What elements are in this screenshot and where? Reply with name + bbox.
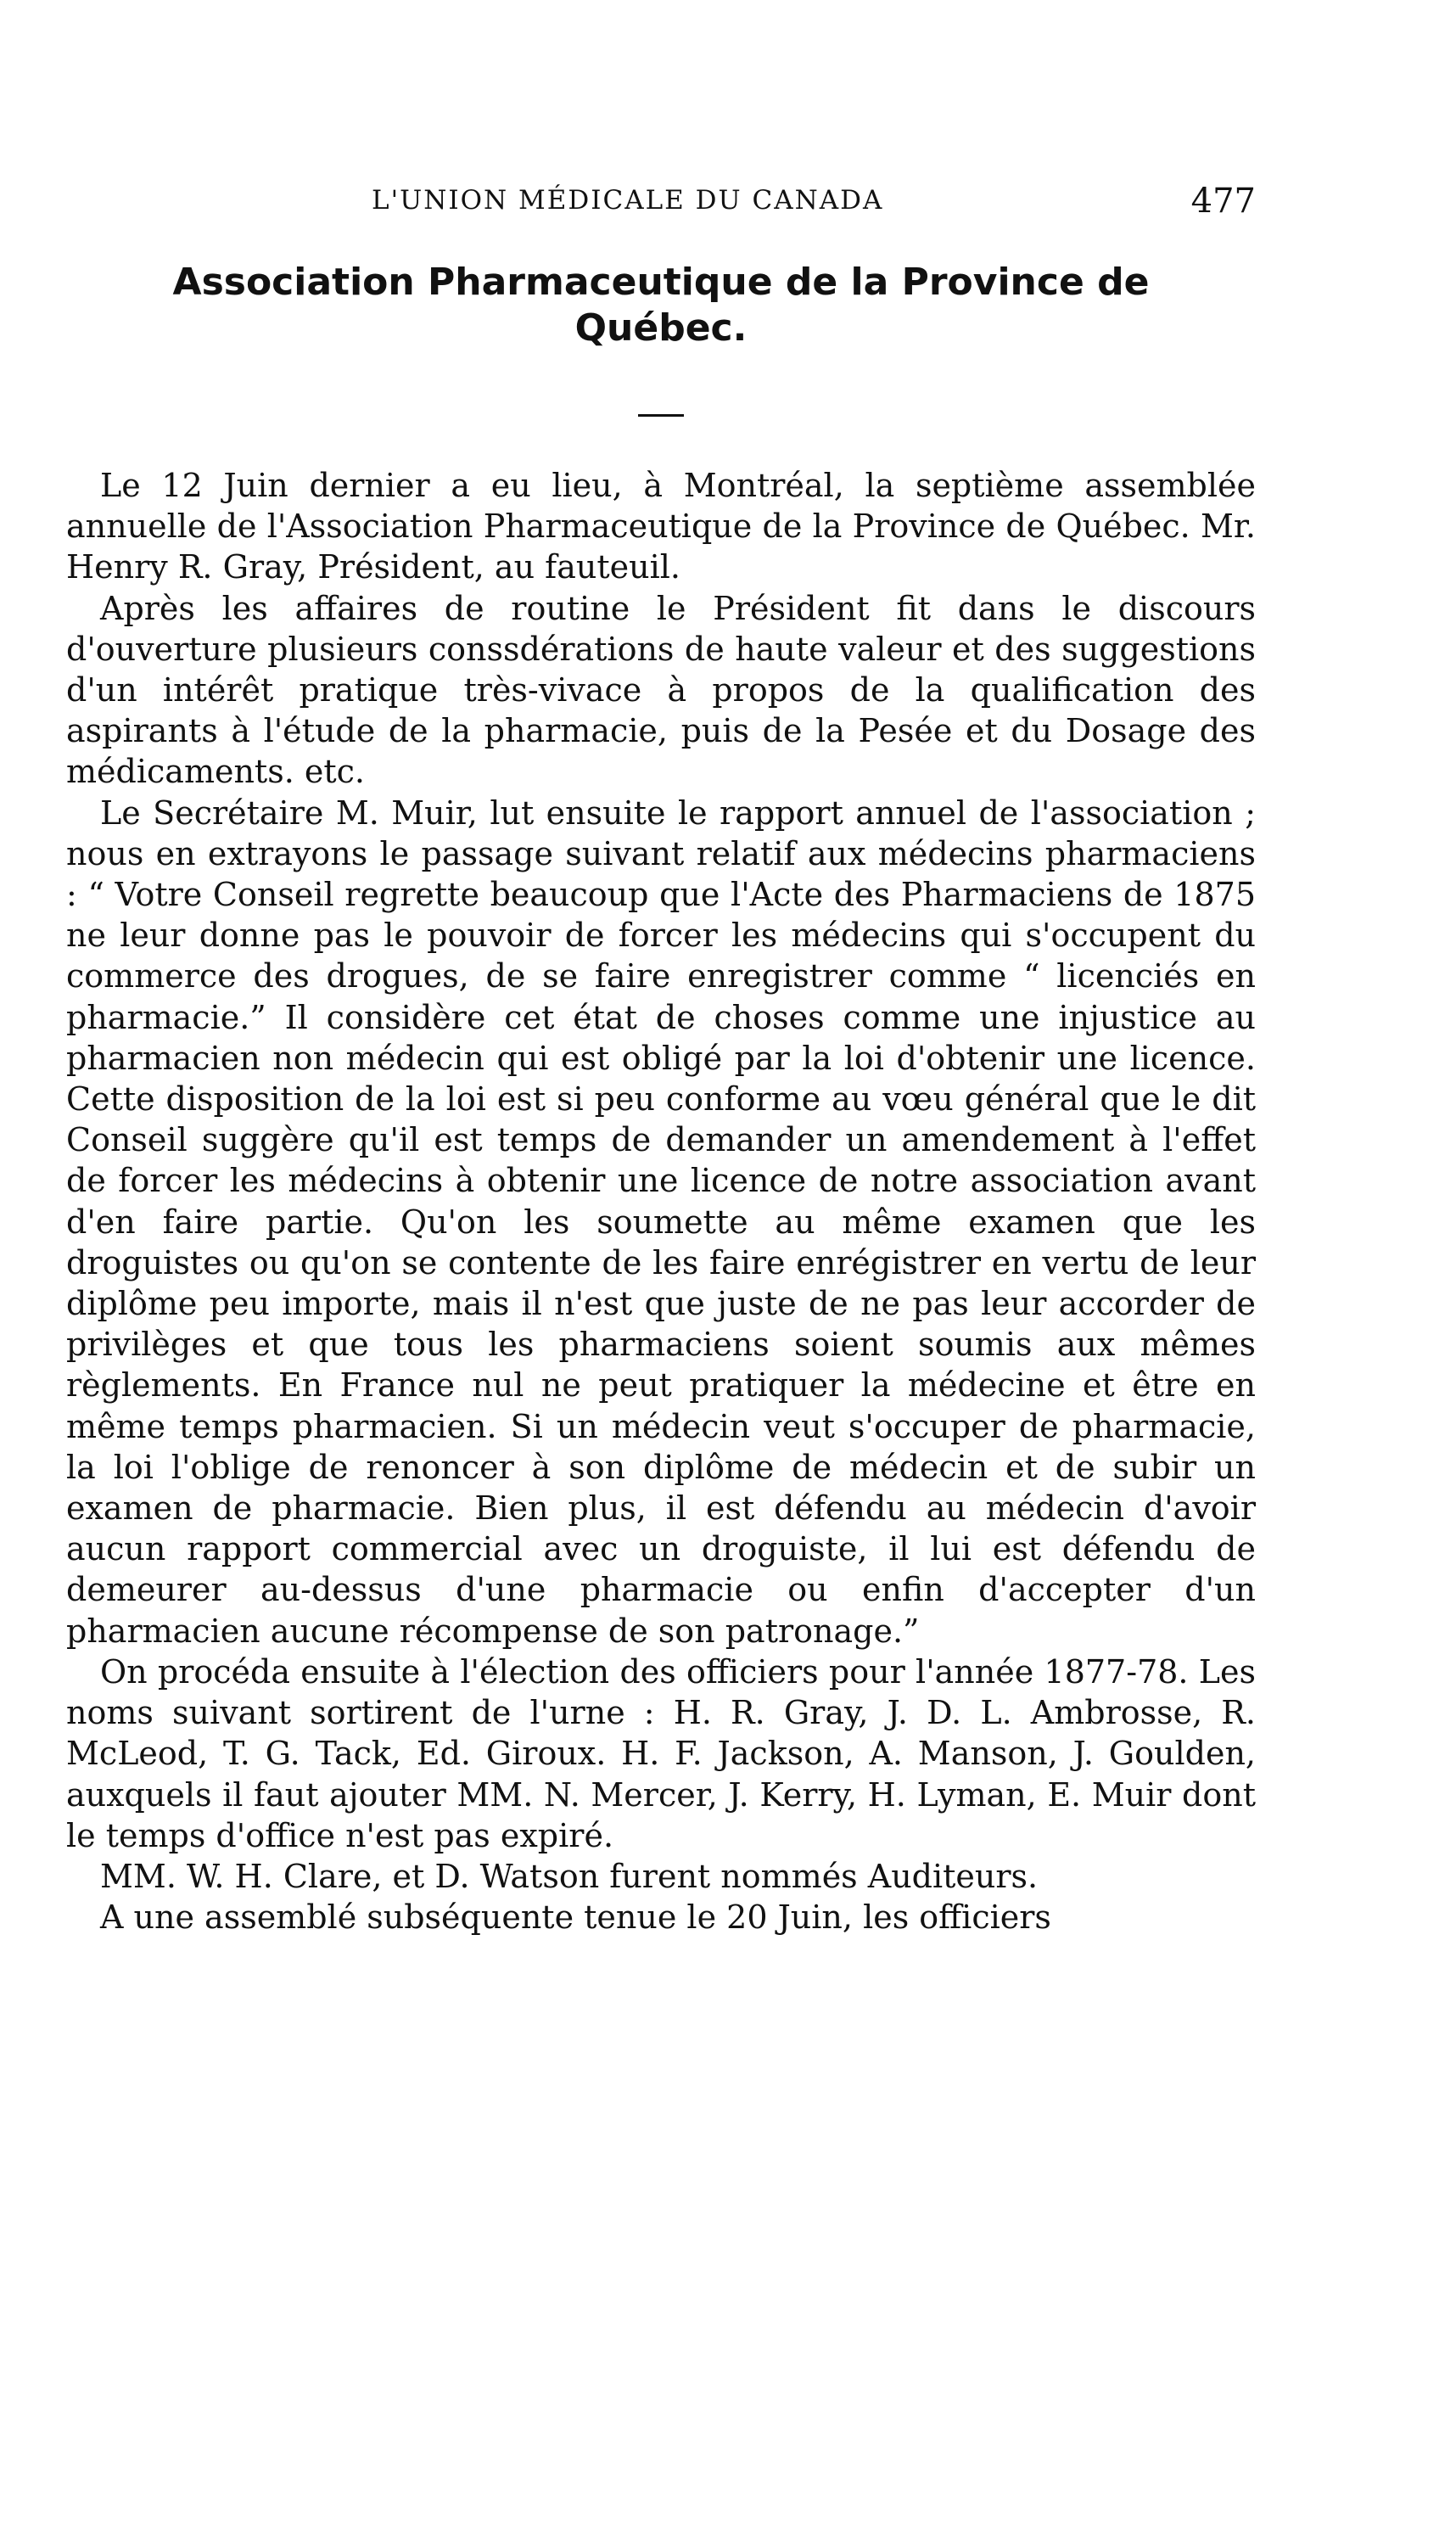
paragraph-secretary-report: Le Secrétaire M. Muir, lut ensuite le rapport annuel de l'association ; nous en extrayons le passage suivant relatif aux médecins pharmaciens : “ Votre Conseil regrette beaucoup que l'Acte des Pharmaciens de 1875 ne leur donne pas le pouvoir de forcer les médecins qui s'occupent du commerce des drogues, de se faire enregistrer comme “ licenciés en pharmacie.” Il considère cet état de choses comme une injustice au pharmacien non médecin qui est obligé par la loi d'obtenir une licence. Cette disposition de la loi est si peu conforme au vœu général que le dit Conseil suggère qu'il est temps de demander un amendement à l'effet de forcer les médecins à obtenir une licence de notre association avant d'en faire partie. Qu'on les soumette au même examen que les droguistes ou qu'on se contente de les faire enrégistrer en vertu de leur diplôme peu importe, mais il n'est que juste de ne pas leur accorder de privilèges et que tous les pharmaciens soient soumis aux mêmes règlements. En France nul ne peut pratiquer la médecine et être en même temps pharmacien. Si un médecin veut s'occuper de pharmacie, la loi l'oblige de renoncer à son diplôme de médecin et de subir un examen de pharmacie. Bien plus, il est défendu au médecin d'avoir aucun rapport commercial avec un droguiste, il lui est défendu de demeurer au-dessus d'une pharmacie ou enfin d'accepter d'un pharmacien aucune récompense de son patronage.” (66, 794, 1256, 1650)
paragraph-meeting: Le 12 Juin dernier a eu lieu, à Montréal, la septième assemblée annuelle de l'Association Pharmaceutique de la Province de Québec. Mr. Henry R. Gray, Président, au fauteuil. (66, 467, 1256, 586)
paragraph-election: On procéda ensuite à l'élection des officiers pour l'année 1877-78. Les noms suivant sortirent de l'urne : H. R. Gray, J. D. L. Ambrosse, R. McLeod, T. G. Tack, Ed. Giroux. H. F. Jackson, A. Manson, J. Goulden, auxquels il faut ajouter MM. N. Mercer, J. Kerry, H. Lyman, E. Muir dont le temps d'office n'est pas expiré. (66, 1652, 1256, 1854)
paragraph-subsequent-meeting: A une assemblé subséquente tenue le 20 Juin, les officiers (100, 1898, 1051, 1937)
document-page (66, 0, 1256, 2546)
title-divider (638, 414, 684, 417)
paragraph-auditors: MM. W. H. Clare, et D. Watson furent nommés Auditeurs. (100, 1857, 1039, 1895)
article-title-line-2: Québec. (574, 306, 748, 350)
article-title (66, 260, 1256, 351)
article-body (66, 465, 1256, 1938)
page-number: 477 (1190, 182, 1256, 221)
running-header (66, 182, 1256, 226)
article-title-line-1: Association Pharmaceutique de la Province de (172, 261, 1150, 304)
paragraph-president-address: Après les affaires de routine le Président fit dans le discours d'ouverture plusieurs conssdérations de haute valeur et des suggestions d'un intérêt pratique très-vivace à propos de la qualification des aspirants à l'étude de la pharmacie, puis de la Pesée et du Dosage des médicaments. etc. (66, 589, 1256, 791)
journal-title: L'UNION MÉDICALE DU CANADA (372, 185, 884, 216)
